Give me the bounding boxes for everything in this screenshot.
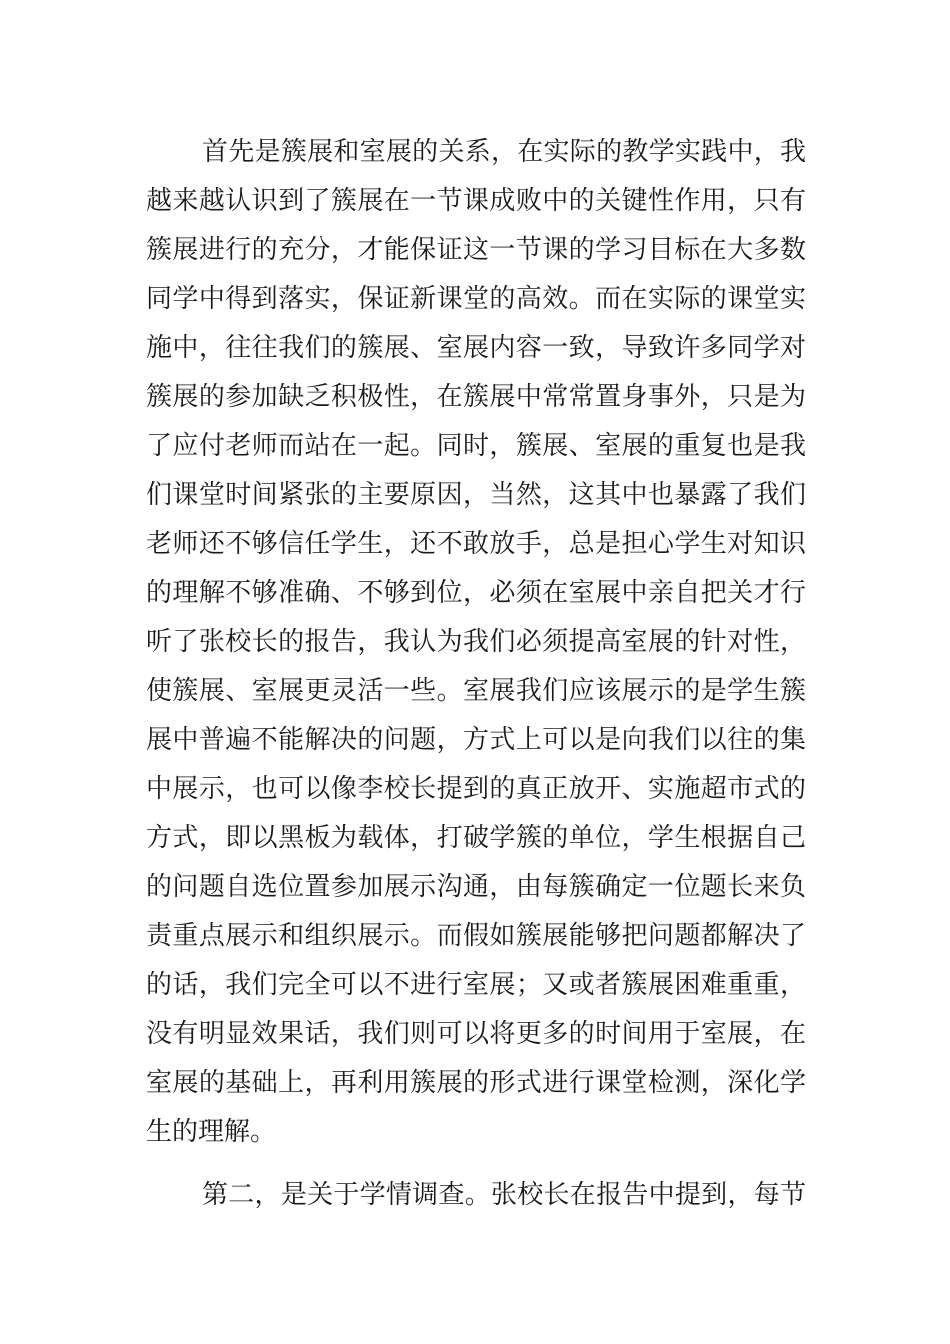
paragraph-line: 责重点展示和组织展示。而假如簇展能够把问题都解决了: [146, 921, 806, 951]
paragraph-line: 了应付老师而站在一起。同时，簇展、室展的重复也是我: [146, 431, 806, 461]
paragraph-line: 首先是簇展和室展的关系，在实际的教学实践中，我: [202, 137, 806, 167]
paragraph-line: 簇展的参加缺乏积极性，在簇展中常常置身事外，只是为: [146, 382, 806, 412]
paragraph-line: 中展示，也可以像李校长提到的真正放开、实施超市式的: [146, 774, 806, 804]
paragraph-line: 的理解不够准确、不够到位，必须在室展中亲自把关才行: [146, 578, 806, 608]
paragraph-line: 们课堂时间紧张的主要原因，当然，这其中也暴露了我们: [146, 480, 806, 510]
paragraph-line: 第二，是关于学情调查。张校长在报告中提到，每节: [202, 1180, 806, 1210]
paragraph-line: 生的理解。: [146, 1117, 277, 1147]
paragraph-line: 听了张校长的报告，我认为我们必须提高室展的针对性，: [146, 627, 806, 657]
paragraph-line: 没有明显效果话，我们则可以将更多的时间用于室展，在: [146, 1019, 806, 1049]
paragraph-line: 展中普遍不能解决的问题，方式上可以是向我们以往的集: [146, 725, 806, 755]
paragraph-line: 施中，往往我们的簇展、室展内容一致，导致许多同学对: [146, 333, 806, 363]
paragraph-line: 老师还不够信任学生，还不敢放手，总是担心学生对知识: [146, 529, 806, 559]
paragraph-line: 同学中得到落实，保证新课堂的高效。而在实际的课堂实: [146, 284, 806, 314]
paragraph-line: 簇展进行的充分，才能保证这一节课的学习目标在大多数: [146, 235, 806, 265]
paragraph-line: 室展的基础上，再利用簇展的形式进行课堂检测，深化学: [146, 1068, 806, 1098]
paragraph-line: 越来越认识到了簇展在一节课成败中的关键性作用，只有: [146, 186, 806, 216]
paragraph-line: 的问题自选位置参加展示沟通，由每簇确定一位题长来负: [146, 872, 806, 902]
paragraph-line: 方式，即以黑板为载体，打破学簇的单位，学生根据自己: [146, 823, 806, 853]
paragraph-line: 使簇展、室展更灵活一些。室展我们应该展示的是学生簇: [146, 676, 806, 706]
paragraph-line: 的话，我们完全可以不进行室展；又或者簇展困难重重，: [146, 970, 806, 1000]
